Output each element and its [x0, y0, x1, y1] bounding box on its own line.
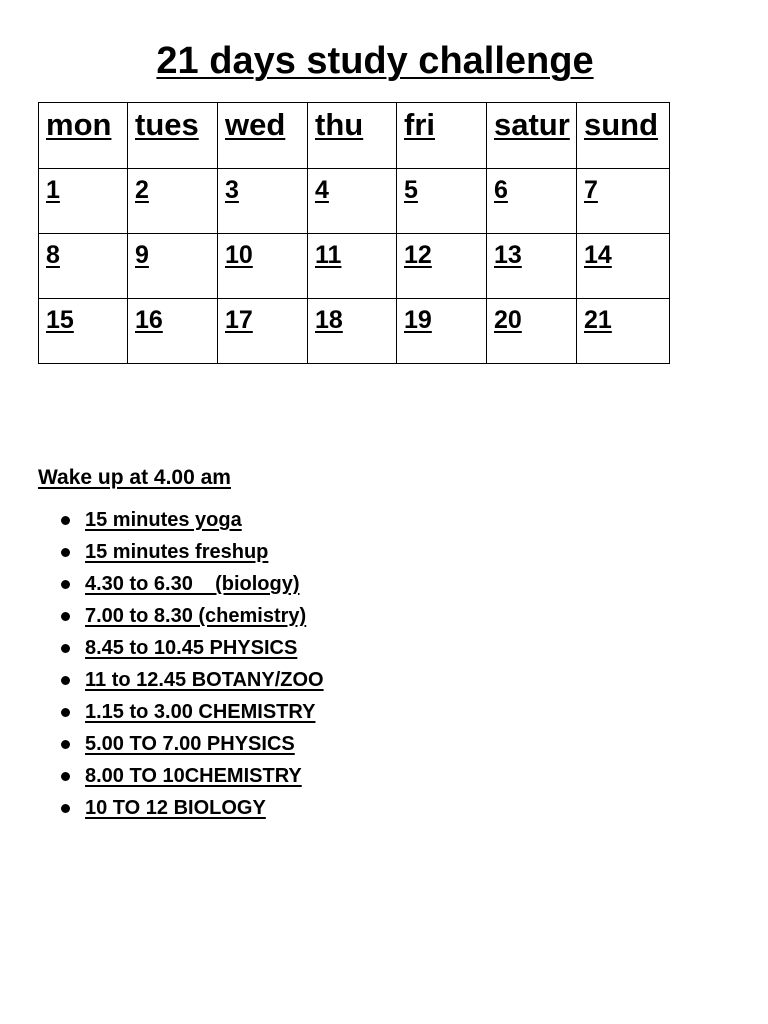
list-item [38, 792, 324, 824]
day-cell: 15 [39, 299, 128, 364]
bullet-icon [61, 804, 70, 813]
schedule-item-text: 1.15 to 3.00 CHEMISTRY [85, 701, 316, 723]
bullet-icon [61, 580, 70, 589]
day-cell: 20 [487, 299, 577, 364]
bullet-icon [61, 644, 70, 653]
day-cell: 21 [577, 299, 670, 364]
day-cell: 14 [577, 234, 670, 299]
day-cell: 18 [308, 299, 397, 364]
schedule-item-text: 15 minutes freshup [85, 541, 269, 563]
daily-schedule-list [38, 504, 324, 824]
list-item [38, 568, 324, 600]
day-cell: 8 [39, 234, 128, 299]
day-cell: 4 [308, 169, 397, 234]
day-cell: 10 [218, 234, 308, 299]
day-cell: 5 [397, 169, 487, 234]
day-cell: 1 [39, 169, 128, 234]
bullet-icon [61, 612, 70, 621]
challenge-calendar-table [38, 102, 670, 364]
day-header-wed: wed [218, 103, 308, 169]
day-cell: 19 [397, 299, 487, 364]
list-item [38, 504, 324, 536]
bullet-icon [61, 516, 70, 525]
page-title: 21 days study challenge [156, 40, 594, 82]
day-cell: 6 [487, 169, 577, 234]
schedule-item-text: 8.00 TO 10CHEMISTRY [85, 765, 302, 787]
schedule-item-text: 15 minutes yoga [85, 509, 242, 531]
day-header-tues: tues [128, 103, 218, 169]
day-cell: 16 [128, 299, 218, 364]
day-header-sund: sund [577, 103, 670, 169]
calendar-week-row [39, 234, 670, 299]
schedule-item-text: 10 TO 12 BIOLOGY [85, 797, 266, 819]
list-item [38, 728, 324, 760]
bullet-icon [61, 708, 70, 717]
schedule-item-text: 11 to 12.45 BOTANY/ZOO [85, 669, 324, 691]
day-header-satur: satur [487, 103, 577, 169]
day-header-mon: mon [39, 103, 128, 169]
list-item [38, 696, 324, 728]
schedule-item-text: 7.00 to 8.30 (chemistry) [85, 605, 307, 627]
calendar-week-row [39, 299, 670, 364]
day-header-fri: fri [397, 103, 487, 169]
day-cell: 7 [577, 169, 670, 234]
list-item [38, 600, 324, 632]
bullet-icon [61, 548, 70, 557]
schedule-item-text: 8.45 to 10.45 PHYSICS [85, 637, 298, 659]
day-cell: 11 [308, 234, 397, 299]
list-item [38, 760, 324, 792]
day-header-thu: thu [308, 103, 397, 169]
wake-up-heading: Wake up at 4.00 am [38, 466, 231, 489]
day-cell: 17 [218, 299, 308, 364]
day-cell: 12 [397, 234, 487, 299]
bullet-icon [61, 740, 70, 749]
list-item [38, 632, 324, 664]
bullet-icon [61, 676, 70, 685]
list-item [38, 536, 324, 568]
day-cell: 2 [128, 169, 218, 234]
calendar-header-row [39, 103, 670, 169]
schedule-item-text: 5.00 TO 7.00 PHYSICS [85, 733, 295, 755]
list-item [38, 664, 324, 696]
bullet-icon [61, 772, 70, 781]
schedule-item-text: 4.30 to 6.30 (biology) [85, 573, 300, 595]
calendar-week-row [39, 169, 670, 234]
day-cell: 3 [218, 169, 308, 234]
day-cell: 13 [487, 234, 577, 299]
day-cell: 9 [128, 234, 218, 299]
